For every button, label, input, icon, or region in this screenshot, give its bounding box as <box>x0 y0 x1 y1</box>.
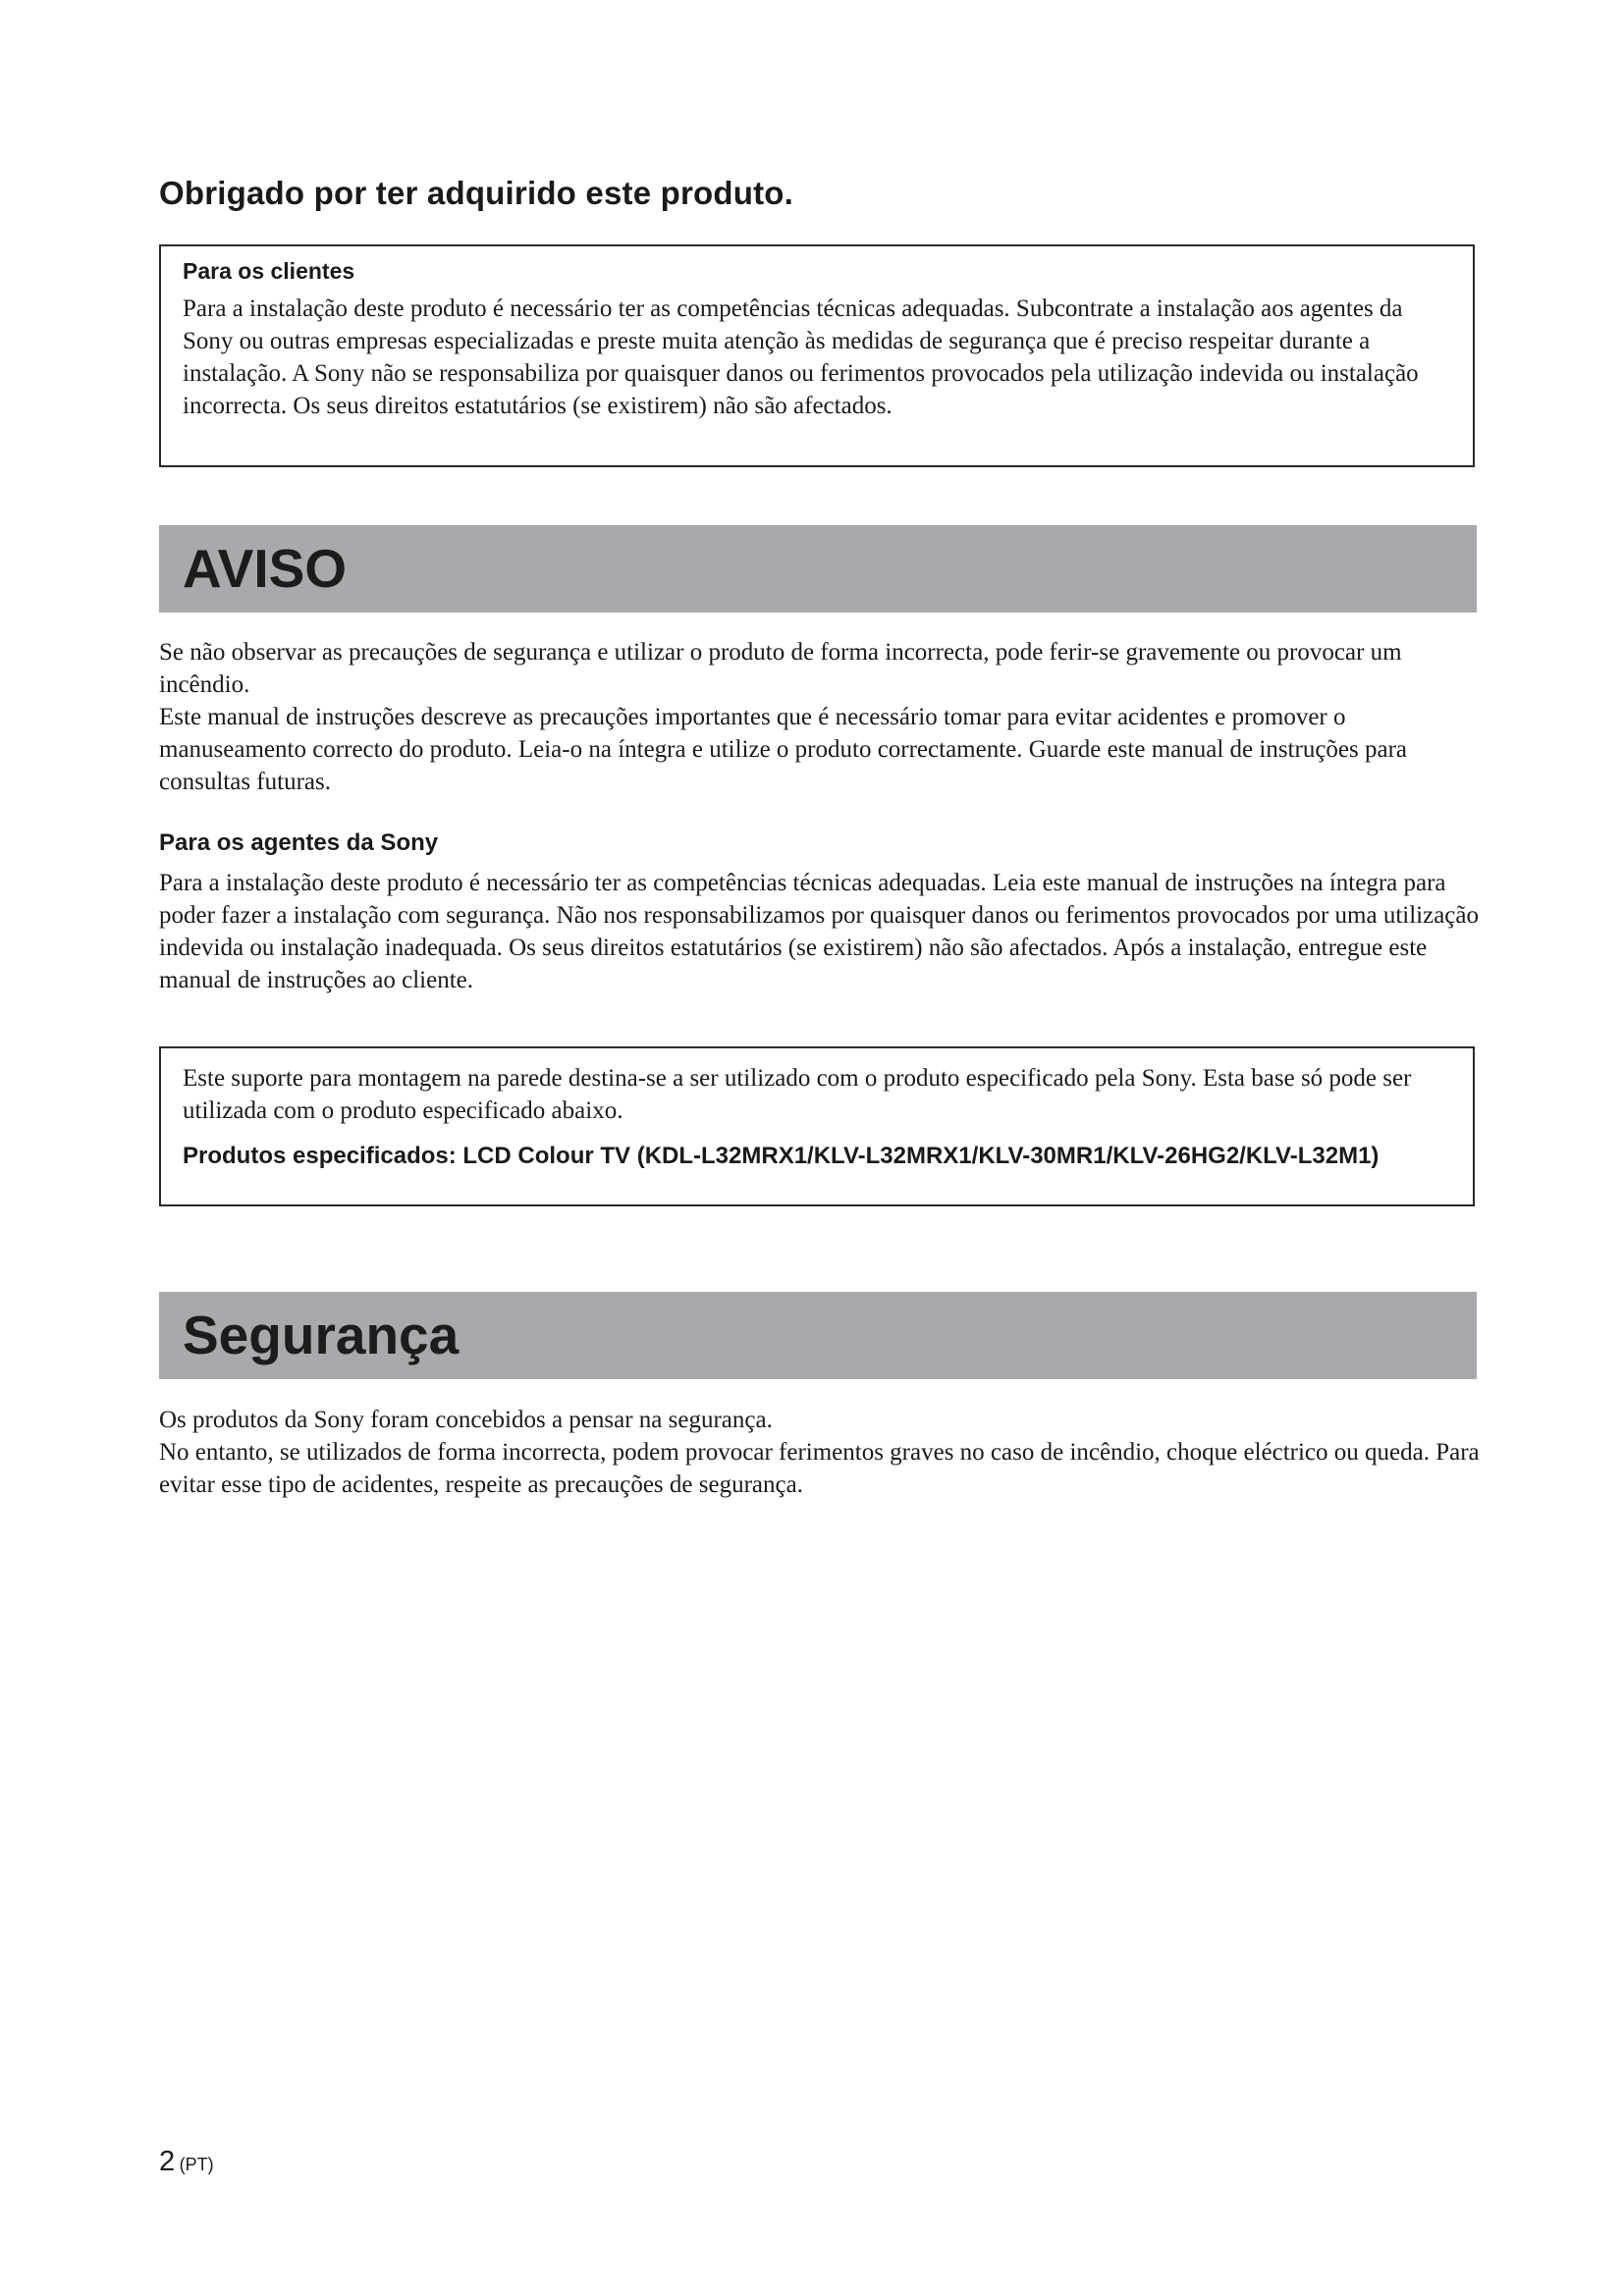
seguranca-banner <box>159 1292 1477 1379</box>
clientes-text: Para a instalação deste produto é necessário ter as competências técnicas adequadas. Subcontrate a instalação aos agentes da Sony ou outras empresas especializadas e preste muita atenção às medidas de segurança que é preciso respeitar durante a instalação. A Sony não se responsabiliza por quaisquer danos ou ferimentos provocados pela utilização indevida ou instalação incorrecta. Os seus direitos estatutários (se existirem) não são afectados. <box>183 295 1419 419</box>
seguranca-line: No entanto, se utilizados de forma incorrecta, podem provocar ferimentos graves no caso de incêndio, choque eléctrico ou queda. Para evitar esse tipo de acidentes, respeite as precauções de segurança. <box>159 1439 1480 1498</box>
agentes-text: Para a instalação deste produto é necessário ter as competências técnicas adequadas. Leia este manual de instruções na íntegra para poder fazer a instalação com segurança. Não nos responsabilizamos por quaisquer danos ou ferimentos provocados por uma utilização indevida ou instalação inadequada. Os seus direitos estatutários (se existirem) não são afectados. Após a instalação, entregue este manual de instruções ao cliente. <box>159 870 1479 993</box>
specified-products: Produtos especificados: LCD Colour TV (KDL-L32MRX1/KLV-L32MRX1/KLV-30MR1/KLV-26HG2/KLV-L32M1) <box>183 1143 1380 1169</box>
page-number-value: 2 <box>159 2146 176 2177</box>
aviso-intro <box>159 636 1480 798</box>
aviso-line: Este manual de instruções descreve as precauções importantes que é necessário tomar para evitar acidentes e promover o manuseamento correcto do produto. Leia-o na íntegra e utilize o produto correctamente. Guarde este manual de instruções para consultas futuras. <box>159 704 1408 795</box>
agentes-heading: Para os agentes da Sony <box>159 829 439 856</box>
aviso-title: AVISO <box>183 538 348 599</box>
suporte-notice-box <box>159 1046 1475 1206</box>
clientes-notice-box <box>159 244 1475 467</box>
seguranca-title: Segurança <box>183 1305 460 1365</box>
page-number <box>159 2146 214 2178</box>
page-language: (PT) <box>179 2155 214 2174</box>
suporte-text: Este suporte para montagem na parede destina-se a ser utilizado com o produto especificado pela Sony. Esta base só pode ser utilizada com o produto especificado abaixo. <box>183 1065 1412 1124</box>
page-title: Obrigado por ter adquirido este produto. <box>159 175 794 211</box>
aviso-banner <box>159 525 1477 613</box>
seguranca-text <box>159 1404 1480 1501</box>
clientes-heading: Para os clientes <box>183 258 355 284</box>
seguranca-line: Os produtos da Sony foram concebidos a pensar na segurança. <box>159 1407 773 1433</box>
aviso-line: Se não observar as precauções de segurança e utilizar o produto de forma incorrecta, pode ferir-se gravemente ou provocar um incêndio. <box>159 639 1402 698</box>
